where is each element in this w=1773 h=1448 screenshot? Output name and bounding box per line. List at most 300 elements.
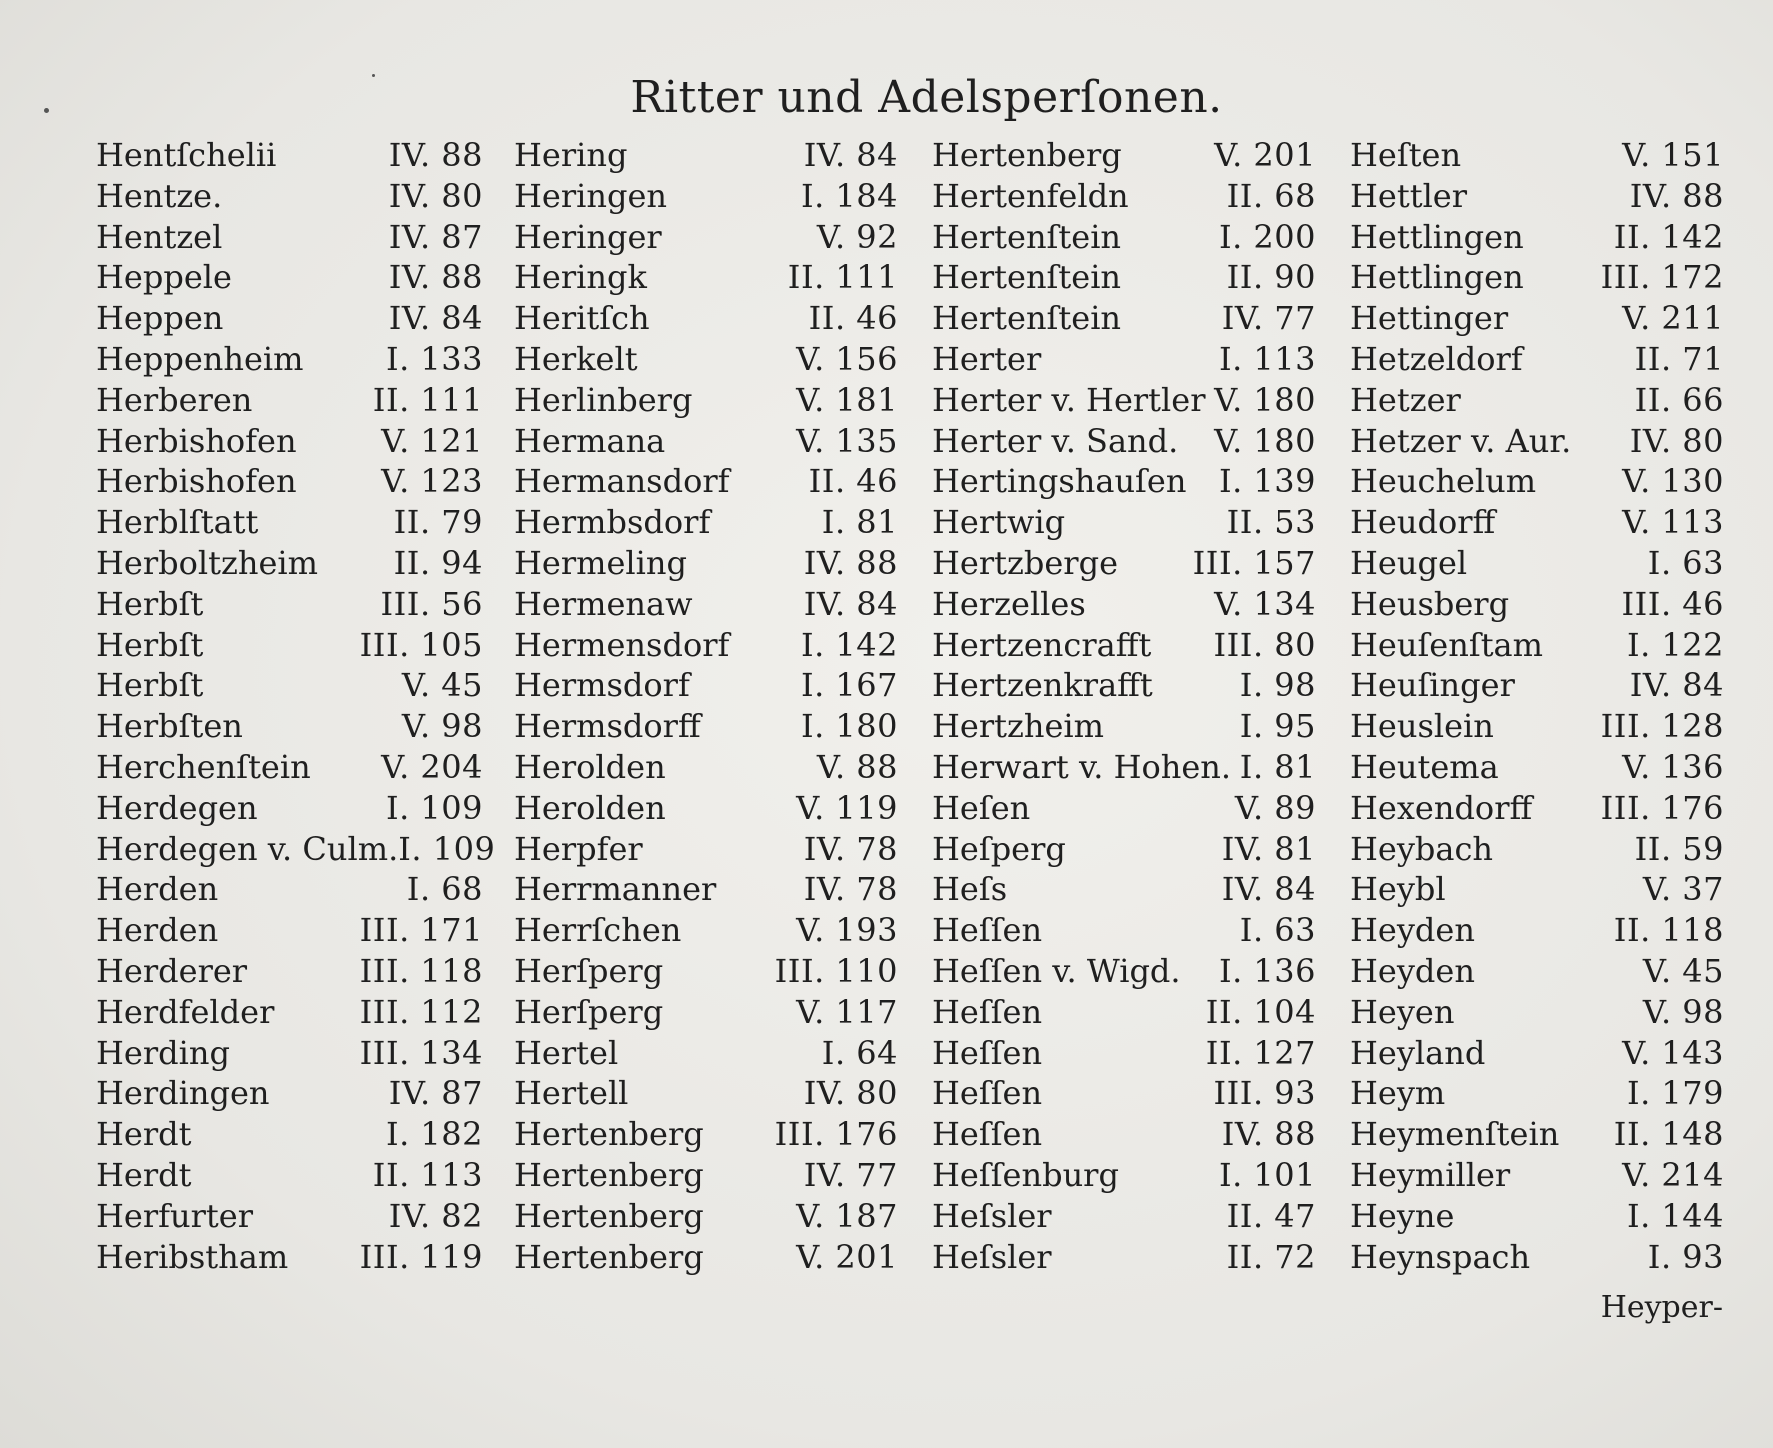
entry-name: Hetzer (1350, 380, 1461, 419)
entry-name: Heugel (1350, 543, 1468, 582)
index-entry (96, 502, 483, 543)
entry-name: Heppele (96, 258, 232, 297)
entry-name: Herpfer (514, 829, 643, 868)
entry-name: Herdegen (96, 788, 258, 827)
entry-name: Hertzencrafft (932, 625, 1152, 664)
entry-reference: II. 113 (372, 1155, 483, 1194)
index-column-3 (932, 135, 1316, 1277)
entry-name: Hertenſtein (932, 299, 1122, 338)
index-entry (932, 1196, 1316, 1237)
index-entry (1350, 584, 1724, 625)
entry-reference: II. 72 (1226, 1237, 1316, 1276)
entry-reference: V. 117 (796, 992, 898, 1031)
entry-reference: I. 179 (1626, 1074, 1724, 1113)
index-entry (932, 461, 1316, 502)
index-entry (932, 625, 1316, 666)
entry-reference: V. 134 (1214, 584, 1316, 623)
entry-reference: I. 136 (1218, 951, 1316, 990)
index-entry (96, 1073, 483, 1114)
entry-name: Hettinger (1350, 299, 1509, 338)
entry-name: Heſsler (932, 1196, 1052, 1235)
index-entry (932, 502, 1316, 543)
index-entry (514, 747, 898, 788)
entry-name: Hettler (1350, 176, 1468, 215)
entry-reference: V. 180 (1214, 380, 1316, 419)
entry-name: Heudorff (1350, 503, 1496, 542)
index-entry (96, 135, 483, 176)
entry-name: Herrmanner (514, 870, 717, 909)
entry-reference: I. 200 (1218, 217, 1316, 256)
index-entry (932, 747, 1316, 788)
entry-name: Herding (96, 1033, 230, 1072)
index-entry (96, 421, 483, 462)
entry-reference: II. 142 (1613, 217, 1724, 256)
entry-name: Hettlingen (1350, 258, 1524, 297)
index-entry (1350, 1033, 1724, 1074)
entry-name: Hertenberg (514, 1196, 704, 1235)
entry-reference: V. 143 (1622, 1033, 1724, 1072)
entry-reference: IV. 78 (803, 870, 898, 909)
index-entry (514, 421, 898, 462)
entry-reference: IV. 88 (388, 136, 483, 174)
index-entry (514, 1114, 898, 1155)
entry-reference: V. 98 (1642, 992, 1724, 1031)
entry-reference: V. 89 (1234, 788, 1316, 827)
entry-name: Herfurter (96, 1196, 253, 1235)
entry-reference: I. 133 (385, 339, 483, 378)
entry-name: Herter v. Sand. (932, 421, 1179, 460)
index-entry (932, 706, 1316, 747)
index-entry (514, 380, 898, 421)
index-entry (514, 1073, 898, 1114)
entry-name: Hertenſtein (932, 258, 1122, 297)
entry-name: Herdfelder (96, 992, 275, 1031)
entry-name: Herzelles (932, 584, 1086, 623)
entry-name: Hertenberg (514, 1115, 704, 1154)
entry-reference: III. 176 (774, 1115, 898, 1154)
entry-reference: III. 46 (1621, 584, 1724, 623)
entry-reference: I. 139 (1218, 462, 1316, 501)
index-entry (1350, 1155, 1724, 1196)
entry-reference: I. 95 (1239, 707, 1316, 746)
entry-name: Heſſenburg (932, 1155, 1119, 1194)
index-entry (514, 1237, 898, 1278)
index-entry (514, 339, 898, 380)
entry-reference: II. 66 (1634, 380, 1724, 419)
entry-name: Herbſten (96, 707, 243, 746)
entry-name: Heyden (1350, 911, 1475, 950)
index-entry (514, 176, 898, 217)
index-entry (96, 951, 483, 992)
entry-name: Heribstham (96, 1237, 289, 1276)
entry-name: Heſſen (932, 1074, 1043, 1113)
entry-reference: I. 98 (1239, 666, 1316, 705)
entry-reference: III. 56 (380, 584, 483, 623)
entry-reference: III. 172 (1600, 258, 1724, 297)
index-entry (514, 461, 898, 502)
entry-name: Heymenſtein (1350, 1115, 1560, 1154)
entry-name: Heymiller (1350, 1155, 1511, 1194)
entry-reference: V. 121 (381, 421, 483, 460)
entry-reference: III. 119 (359, 1237, 483, 1276)
index-entry (514, 257, 898, 298)
entry-name: Heſperg (932, 829, 1066, 868)
entry-reference: III. 112 (359, 992, 483, 1031)
index-entry (96, 665, 483, 706)
index-entry (514, 217, 898, 258)
index-entry (514, 625, 898, 666)
entry-name: Herter v. Hertler (932, 380, 1206, 419)
entry-reference: V. 187 (796, 1196, 898, 1235)
entry-reference: III. 80 (1213, 625, 1316, 664)
entry-reference: II. 59 (1634, 829, 1724, 868)
entry-reference: II. 127 (1205, 1033, 1316, 1072)
entry-name: Herberen (96, 380, 253, 419)
entry-name: Heuſinger (1350, 666, 1515, 705)
entry-name: Hermbsdorf (514, 503, 711, 542)
entry-name: Herden (96, 911, 219, 950)
entry-reference: III. 171 (359, 911, 483, 950)
entry-reference: III. 134 (359, 1033, 483, 1072)
index-entry (96, 1033, 483, 1074)
index-entry (96, 461, 483, 502)
index-entry (1350, 910, 1724, 951)
index-entry (96, 543, 483, 584)
entry-name: Heſſen (932, 1115, 1043, 1154)
entry-reference: III. 110 (774, 951, 898, 990)
index-entry (1350, 543, 1724, 584)
index-entry (932, 788, 1316, 829)
entry-name: Herbſt (96, 666, 204, 705)
index-entry (932, 217, 1316, 258)
entry-reference: II. 53 (1226, 503, 1316, 542)
entry-name: Heym (1350, 1074, 1446, 1113)
index-entry (932, 1073, 1316, 1114)
index-entry (514, 665, 898, 706)
entry-reference: IV. 87 (388, 1074, 483, 1113)
entry-reference: I. 109 (398, 829, 496, 868)
entry-reference: IV. 84 (803, 584, 898, 623)
index-entry (932, 829, 1316, 870)
entry-reference: III. 93 (1213, 1074, 1316, 1113)
entry-reference: I. 113 (1218, 339, 1316, 378)
entry-name: Heyland (1350, 1033, 1486, 1072)
index-entry (1350, 135, 1724, 176)
index-entry (932, 543, 1316, 584)
index-entry (96, 298, 483, 339)
entry-name: Heſsler (932, 1237, 1052, 1276)
index-entry (96, 625, 483, 666)
page-speck (372, 74, 375, 77)
entry-reference: III. 128 (1600, 707, 1724, 746)
entry-name: Herſperg (514, 992, 664, 1031)
entry-name: Herblſtatt (96, 503, 259, 542)
entry-reference: IV. 80 (1629, 421, 1724, 460)
entry-name: Heybl (1350, 870, 1446, 909)
index-entry (96, 910, 483, 951)
entry-reference: V. 88 (816, 747, 898, 786)
index-entry (96, 339, 483, 380)
entry-name: Heuchelum (1350, 462, 1537, 501)
entry-name: Hermsdorf (514, 666, 690, 705)
index-entry (96, 992, 483, 1033)
entry-name: Hermeling (514, 543, 687, 582)
entry-reference: IV. 82 (388, 1196, 483, 1235)
index-entry (1350, 217, 1724, 258)
entry-reference: V. 119 (796, 788, 898, 827)
entry-name: Heſſen (932, 992, 1043, 1031)
entry-reference: V. 193 (796, 911, 898, 950)
entry-name: Heybach (1350, 829, 1494, 868)
entry-name: Heyden (1350, 951, 1475, 990)
entry-name: Hermansdorf (514, 462, 730, 501)
entry-reference: IV. 84 (1221, 870, 1316, 909)
entry-name: Heppenheim (96, 339, 304, 378)
entry-reference: I. 182 (385, 1115, 483, 1154)
entry-name: Hettlingen (1350, 217, 1524, 256)
page-speck (44, 108, 49, 113)
entry-name: Herden (96, 870, 219, 909)
index-entry (514, 1155, 898, 1196)
entry-name: Hertzheim (932, 707, 1104, 746)
index-entry (96, 217, 483, 258)
entry-name: Hertenſtein (932, 217, 1122, 256)
index-entry (932, 665, 1316, 706)
entry-reference: I. 109 (385, 788, 483, 827)
entry-name: Hertenfeldn (932, 176, 1129, 215)
index-entry (932, 339, 1316, 380)
entry-reference: IV. 80 (803, 1074, 898, 1113)
index-entry (1350, 502, 1724, 543)
entry-reference: I. 81 (1239, 747, 1316, 786)
entry-reference: II. 90 (1226, 258, 1316, 297)
index-entry (514, 951, 898, 992)
entry-reference: V. 201 (796, 1237, 898, 1276)
entry-reference: II. 118 (1613, 911, 1724, 950)
entry-name: Heringk (514, 258, 647, 297)
entry-name: Herdingen (96, 1074, 270, 1113)
index-entry (1350, 421, 1724, 462)
entry-reference: V. 130 (1622, 462, 1724, 501)
entry-name: Hertenberg (514, 1155, 704, 1194)
entry-reference: IV. 87 (388, 217, 483, 256)
entry-reference: II. 46 (808, 299, 898, 338)
index-entry (1350, 706, 1724, 747)
index-entry (514, 543, 898, 584)
entry-reference: V. 201 (1214, 136, 1316, 174)
entry-name: Heutema (1350, 747, 1499, 786)
entry-reference: II. 47 (1226, 1196, 1316, 1235)
index-entry (1350, 747, 1724, 788)
entry-name: Heſſen (932, 1033, 1043, 1072)
entry-name: Hermana (514, 421, 666, 460)
index-entry (932, 951, 1316, 992)
entry-reference: I. 64 (821, 1033, 898, 1072)
index-entry (96, 747, 483, 788)
entry-name: Hertzberge (932, 543, 1118, 582)
index-entry (1350, 461, 1724, 502)
entry-name: Herboltzheim (96, 543, 318, 582)
entry-reference: II. 71 (1634, 339, 1724, 378)
entry-reference: IV. 88 (1221, 1115, 1316, 1154)
entry-name: Herbſt (96, 625, 204, 664)
index-entry (932, 1114, 1316, 1155)
index-entry (96, 380, 483, 421)
index-entry (932, 257, 1316, 298)
entry-reference: II. 111 (372, 380, 483, 419)
entry-name: Heppen (96, 299, 224, 338)
entry-name: Hermenaw (514, 584, 693, 623)
index-entry (932, 1155, 1316, 1196)
index-entry (1350, 992, 1724, 1033)
entry-reference: IV. 88 (803, 543, 898, 582)
entry-name: Hertell (514, 1074, 629, 1113)
index-entry (932, 176, 1316, 217)
entry-reference: II. 79 (393, 503, 483, 542)
index-entry (1350, 788, 1724, 829)
index-entry (932, 869, 1316, 910)
entry-reference: II. 94 (393, 543, 483, 582)
index-entry (932, 1237, 1316, 1278)
entry-reference: V. 98 (401, 707, 483, 746)
index-entry (96, 1237, 483, 1278)
entry-reference: III. 157 (1192, 543, 1316, 582)
entry-name: Herolden (514, 788, 666, 827)
index-entry (514, 788, 898, 829)
entry-name: Herbishofen (96, 462, 297, 501)
index-entry (1350, 869, 1724, 910)
entry-name: Hentze. (96, 176, 223, 215)
index-entry (514, 502, 898, 543)
entry-reference: III. 105 (359, 625, 483, 664)
entry-name: Hexendorff (1350, 788, 1533, 827)
entry-name: Herolden (514, 747, 666, 786)
entry-name: Heringer (514, 217, 662, 256)
entry-name: Herbſt (96, 584, 204, 623)
entry-name: Hertzenkrafft (932, 666, 1153, 705)
index-entry (1350, 1196, 1724, 1237)
entry-name: Heſen (932, 788, 1031, 827)
entry-name: Hering (514, 136, 628, 174)
entry-name: Herdt (96, 1115, 192, 1154)
entry-reference: I. 122 (1626, 625, 1724, 664)
index-entry (1350, 257, 1724, 298)
index-entry (932, 584, 1316, 625)
index-entry (932, 992, 1316, 1033)
entry-reference: IV. 77 (803, 1155, 898, 1194)
index-entry (514, 869, 898, 910)
entry-reference: IV. 81 (1221, 829, 1316, 868)
index-entry (96, 706, 483, 747)
entry-name: Heritſch (514, 299, 650, 338)
index-entry (1350, 951, 1724, 992)
index-entry (1350, 339, 1724, 380)
entry-name: Hertenberg (514, 1237, 704, 1276)
entry-reference: III. 118 (359, 951, 483, 990)
entry-name: Herwart v. Hohen. (932, 747, 1232, 786)
index-entry (1350, 829, 1724, 870)
index-entry (96, 584, 483, 625)
index-entry (932, 298, 1316, 339)
entry-reference: IV. 77 (1221, 299, 1316, 338)
index-entry (1350, 176, 1724, 217)
index-entry (932, 380, 1316, 421)
index-entry (96, 176, 483, 217)
entry-name: Herkelt (514, 339, 638, 378)
entry-name: Herdegen v. Culm. (96, 829, 399, 868)
index-entry (96, 829, 496, 870)
index-entry (514, 584, 898, 625)
entry-reference: I. 68 (406, 870, 483, 909)
entry-reference: II. 46 (808, 462, 898, 501)
entry-name: Heuslein (1350, 707, 1494, 746)
index-entry (96, 257, 483, 298)
index-entry (1350, 1237, 1724, 1278)
entry-name: Hetzer v. Aur. (1350, 421, 1572, 460)
entry-name: Hertwig (932, 503, 1066, 542)
index-entry (932, 910, 1316, 951)
entry-reference: V. 92 (816, 217, 898, 256)
entry-reference: IV. 78 (803, 829, 898, 868)
entry-name: Herderer (96, 951, 248, 990)
entry-reference: V. 181 (796, 380, 898, 419)
page-title: Ritter und Adelsperſonen. (630, 72, 1223, 123)
index-entry (514, 829, 898, 870)
entry-name: Heſſen (932, 911, 1043, 950)
index-entry (514, 1196, 898, 1237)
index-entry (514, 298, 898, 339)
entry-reference: II. 104 (1205, 992, 1316, 1031)
entry-reference: I. 144 (1626, 1196, 1724, 1235)
entry-name: Hertingshauſen (932, 462, 1187, 501)
index-entry (514, 1033, 898, 1074)
index-entry (1350, 380, 1724, 421)
catchword: Heyper- (1600, 1290, 1723, 1325)
entry-name: Heringen (514, 176, 668, 215)
entry-name: Hentſchelii (96, 136, 277, 174)
entry-name: Herdt (96, 1155, 192, 1194)
entry-name: Heſſen v. Wigd. (932, 951, 1181, 990)
entry-reference: II. 68 (1226, 176, 1316, 215)
entry-name: Hermensdorf (514, 625, 730, 664)
entry-reference: V. 151 (1622, 136, 1724, 174)
entry-reference: I. 184 (800, 176, 898, 215)
entry-name: Herbishofen (96, 421, 297, 460)
entry-reference: I. 93 (1647, 1237, 1724, 1276)
entry-reference: V. 156 (796, 339, 898, 378)
index-entry (96, 1196, 483, 1237)
index-entry (96, 788, 483, 829)
entry-name: Herſperg (514, 951, 664, 990)
index-entry (932, 421, 1316, 462)
index-entry (1350, 625, 1724, 666)
index-entry (96, 1155, 483, 1196)
index-column-4 (1350, 135, 1724, 1277)
entry-name: Herlinberg (514, 380, 693, 419)
entry-reference: II. 111 (787, 258, 898, 297)
entry-reference: V. 135 (796, 421, 898, 460)
entry-reference: IV. 80 (388, 176, 483, 215)
entry-reference: IV. 84 (803, 136, 898, 174)
entry-reference: V. 180 (1214, 421, 1316, 460)
index-entry (1350, 1114, 1724, 1155)
index-entry (514, 910, 898, 951)
entry-reference: II. 148 (1613, 1115, 1724, 1154)
index-entry (1350, 298, 1724, 339)
entry-reference: IV. 88 (1629, 176, 1724, 215)
entry-reference: I. 81 (821, 503, 898, 542)
entry-name: Herter (932, 339, 1042, 378)
